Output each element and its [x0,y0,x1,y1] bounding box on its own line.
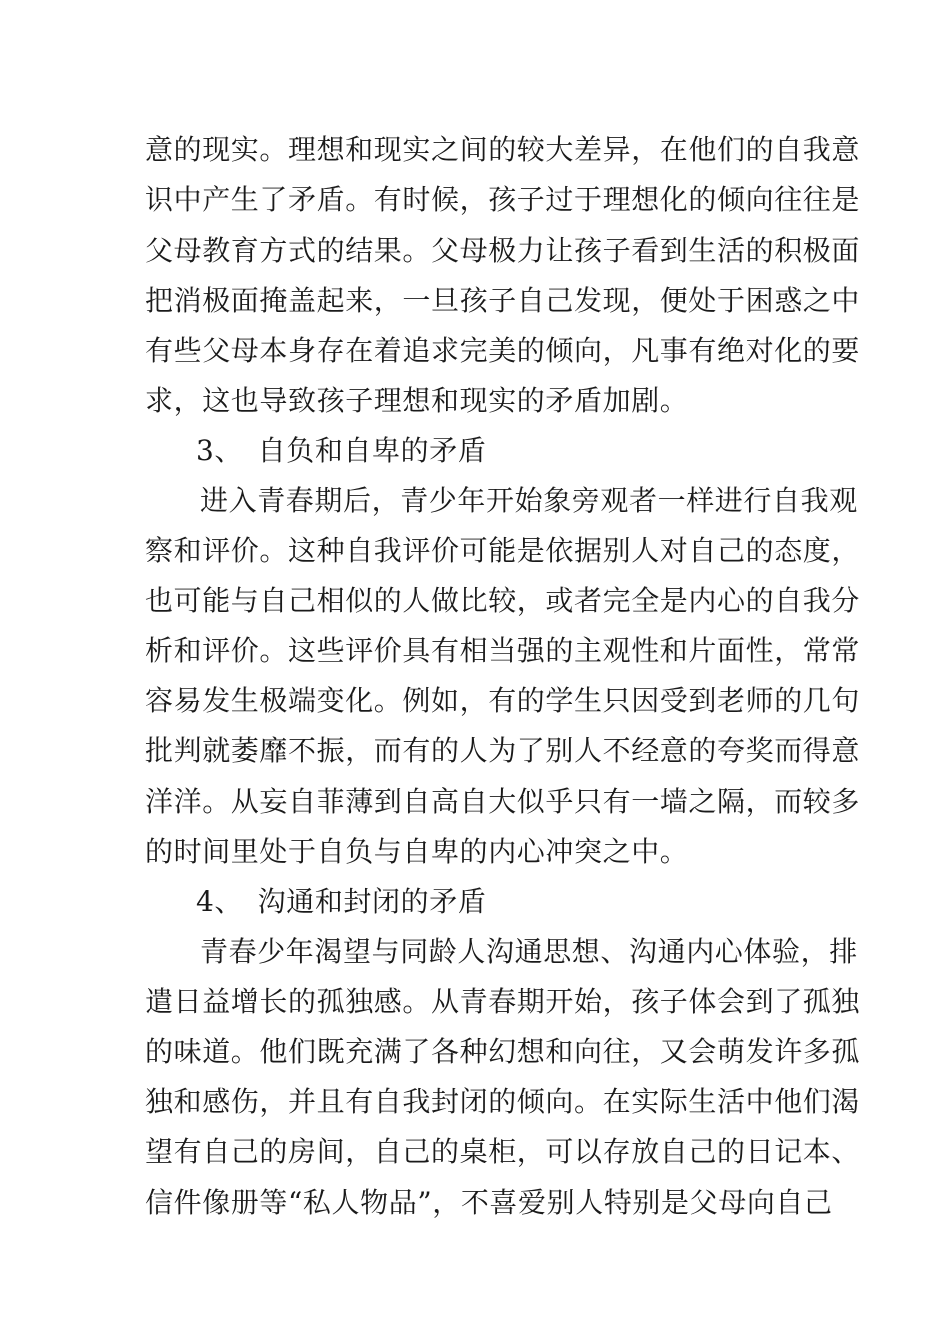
section-heading-3: 3、 自负和自卑的矛盾 [196,434,487,467]
text-line: 析和评价。这些评价具有相当强的主观性和片面性，常常 [145,634,861,667]
text-line: 望有自己的房间，自己的桌柜，可以存放自己的日记本、 [145,1135,861,1168]
section-heading-4: 4、 沟通和封闭的矛盾 [196,885,487,918]
paragraph-first-line: 青春少年渴望与同龄人沟通思想、沟通内心体验，排 [200,935,858,968]
text-line: 求，这也导致孩子理想和现实的矛盾加剧。 [145,384,689,417]
text-line: 也可能与自己相似的人做比较，或者完全是内心的自我分 [145,584,861,617]
text-line: 有些父母本身存在着追求完美的倾向，凡事有绝对化的要 [145,334,861,367]
text-line: 洋洋。从妄自菲薄到自高自大似乎只有一墙之隔，而较多 [145,785,861,818]
paragraph-first-line: 进入青春期后，青少年开始象旁观者一样进行自我观 [200,484,858,517]
text-line: 遣日益增长的孤独感。从青春期开始，孩子体会到了孤独 [145,985,861,1018]
text-line: 识中产生了矛盾。有时候，孩子过于理想化的倾向往往是 [145,183,861,216]
text-line: 意的现实。理想和现实之间的较大差异，在他们的自我意 [145,133,861,166]
text-line: 把消极面掩盖起来，一旦孩子自己发现，便处于困惑之中 [145,284,861,317]
text-line: 独和感伤，并且有自我封闭的倾向。在实际生活中他们渴 [145,1085,861,1118]
text-line: 父母教育方式的结果。父母极力让孩子看到生活的积极面 [145,234,861,267]
text-line: 的时间里处于自负与自卑的内心冲突之中。 [145,835,689,868]
text-line: 批判就萎靡不振，而有的人为了别人不经意的夸奖而得意 [145,734,861,767]
text-line: 的味道。他们既充满了各种幻想和向往，又会萌发许多孤 [145,1035,861,1068]
text-line: 察和评价。这种自我评价可能是依据别人对自己的态度， [145,534,861,567]
text-line: 容易发生极端变化。例如，有的学生只因受到老师的几句 [145,684,861,717]
text-line: 信件像册等“私人物品”，不喜爱别人特别是父母向自己 [145,1186,833,1219]
